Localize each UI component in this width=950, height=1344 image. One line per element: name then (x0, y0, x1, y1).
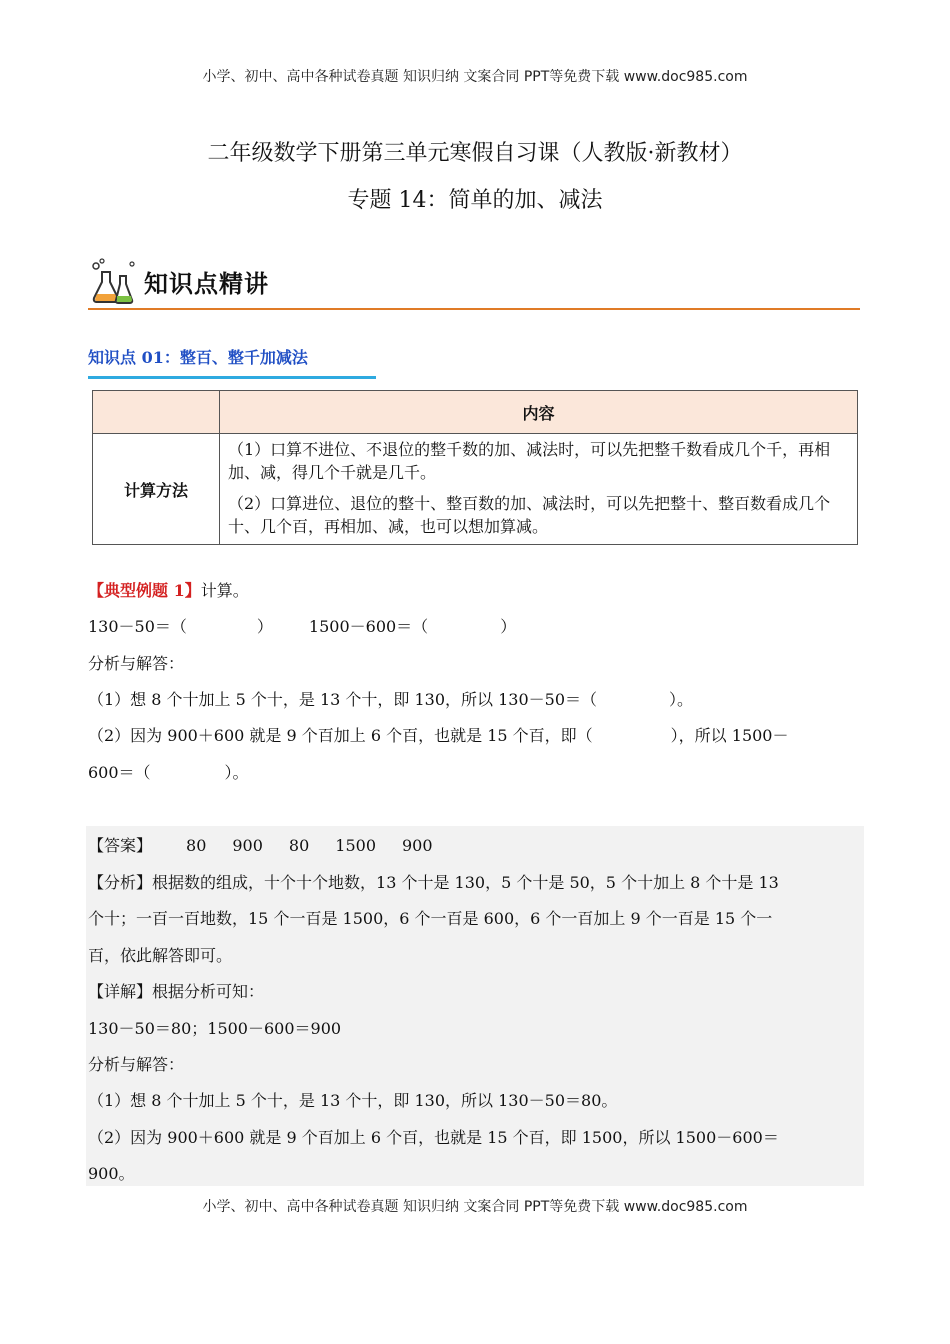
knowledge-table (92, 390, 858, 545)
example-questions: 130－50＝（ ） 1500－600＝（ ） (88, 617, 517, 636)
knowledge-point-title: 知识点 01：整百、整千加减法 (88, 348, 308, 367)
answer-equation: 130－50＝80；1500－600＝900 (88, 1019, 342, 1038)
answer-analysis-label: 分析与解答： (88, 1055, 185, 1074)
answer-value: 1500 (335, 836, 376, 855)
answer-step-2-cont: 900。 (88, 1164, 135, 1183)
example-tag: 【典型例题 1】 (88, 581, 201, 600)
answer-analysis-line: 百，依此解答即可。 (88, 946, 233, 965)
answer-line (88, 833, 433, 856)
page-footer: 小学、初中、高中各种试卷真题 知识归纳 文案合同 PPT等免费下载 www.doc985.com (202, 1199, 748, 1215)
table-item: （2）口算进位、退位的整十、整百数的加、减法时，可以先把整十、整百数看成几个十、几个百，再相加、减，也可以想加算减。 (228, 494, 831, 536)
table-header-row (93, 391, 858, 434)
answer-step-2: （2）因为 900＋600 就是 9 个百加上 6 个百，也就是 15 个百，即 1500，所以 1500－600＝ (88, 1128, 779, 1147)
page-header: 小学、初中、高中各种试卷真题 知识归纳 文案合同 PPT等免费下载 www.doc985.com (202, 69, 748, 85)
table-item: （1）口算不进位、不退位的整千数的加、减法时，可以先把整千数看成几个千，再相加、减，得几个千就是几千。 (228, 440, 831, 482)
example-heading (88, 578, 249, 601)
answer-value: 900 (402, 836, 433, 855)
table-header-content: 内容 (220, 391, 858, 434)
analysis-tag: 【分析】 (88, 873, 153, 892)
section-banner (88, 254, 860, 310)
answer-value: 900 (232, 836, 263, 855)
question-2: 1500－600＝（ (308, 617, 429, 636)
answer-value: 80 (288, 836, 310, 855)
solution-step-1: （1）想 8 个十加上 5 个十，是 13 个十，即 130，所以 130－50＝（ ）。 (88, 690, 694, 709)
table-row-label: 计算方法 (93, 434, 220, 545)
answer-step-1: （1）想 8 个十加上 5 个十，是 13 个十，即 130，所以 130－50＝80。 (88, 1091, 618, 1110)
table-content-cell (220, 434, 858, 545)
table-corner-cell (93, 391, 220, 434)
analysis-label: 分析与解答： (88, 654, 185, 673)
answer-analysis-line: 个十；一百一百地数，15 个一百是 1500，6 个一百是 600，6 个一百加上 9 个一百是 15 个一 (88, 909, 773, 928)
answer-analysis-line: 【分析】根据数的组成，十个十个地数，13 个十是 130，5 个十是 50，5 个十加上 8 个十是 13 (88, 873, 779, 892)
flask-icon (88, 256, 140, 308)
section-title: 知识点精讲 (144, 270, 269, 298)
table-row (93, 434, 858, 545)
question-1: 130－50＝（ (88, 617, 187, 636)
example-prompt: 计算。 (200, 581, 249, 600)
answer-detail-line: 【详解】根据分析可知： (88, 982, 265, 1001)
answer-value: 80 (186, 836, 207, 855)
solution-step-2: （2）因为 900＋600 就是 9 个百加上 6 个百，也就是 15 个百，即（ ），所以 1500－ (88, 726, 789, 745)
page-subtitle: 专题 14：简单的加、减法 (347, 188, 603, 213)
knowledge-point-underline (88, 376, 376, 379)
solution-step-2-cont: 600＝（ ）。 (88, 763, 249, 782)
detail-tag: 【详解】 (88, 982, 153, 1001)
page-title: 二年级数学下册第三单元寒假自习课（人教版·新教材） (207, 141, 743, 166)
answer-label: 【答案】 (88, 836, 153, 855)
